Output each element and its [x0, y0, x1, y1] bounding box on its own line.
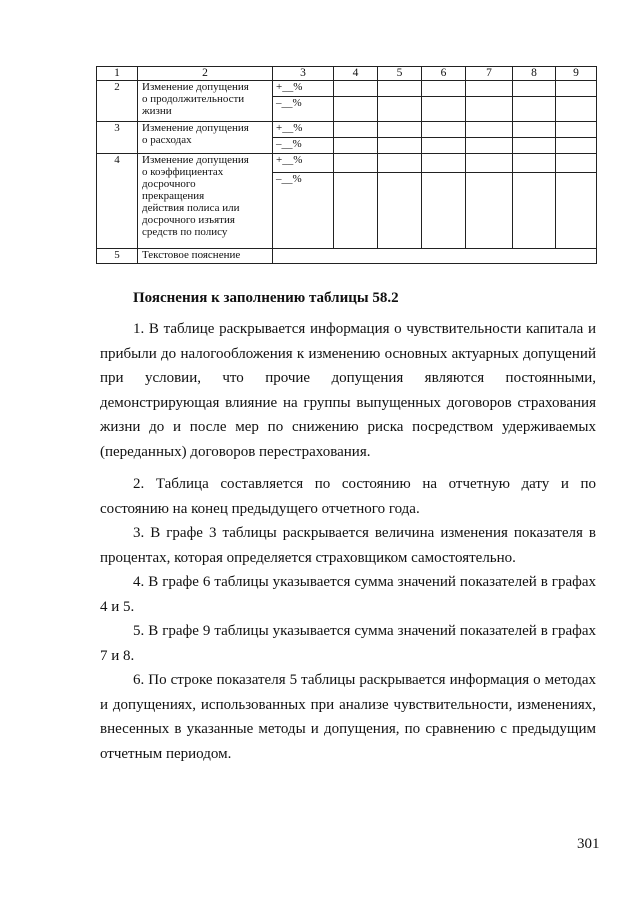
change-minus: –__%: [273, 97, 334, 122]
table-cell: [422, 154, 466, 173]
table-cell: [378, 97, 422, 122]
table-cell: [334, 81, 378, 97]
table-cell: [513, 173, 556, 249]
table-cell: [513, 138, 556, 154]
text-explanation-cell: [273, 249, 597, 264]
table-cell: [556, 173, 597, 249]
table-cell: [466, 173, 513, 249]
change-plus: +__%: [273, 122, 334, 138]
row-number: 3: [97, 122, 138, 154]
table-row: [97, 249, 597, 264]
note-paragraph-1: 1. В таблице раскрывается информация о чувствительности капитала и прибыли до налогообложения к изменению основных актуарных допущений при условии, что прочие допущения являются постоянными, демонстрирующая влияние на группы выпущенных договоров страхования жизни до и после мер по снижению риска посредством удерживаемых (переданных) договоров перестрахования.: [100, 321, 596, 460]
table-cell: [378, 138, 422, 154]
row-indicator-name: Текстовое пояснение: [138, 249, 273, 264]
column-header: 6: [422, 67, 466, 81]
note-paragraph-4: 4. В графе 6 таблицы указывается сумма значений показателей в графах 4 и 5.: [100, 574, 596, 615]
note-paragraph-6: 6. По строке показателя 5 таблицы раскрывается информация о методах и допущениях, использованных при анализе чувствительности, изменениях, внесенных в указанные методы и допущения, по сравнению с предыдущим отчетным периодом.: [100, 672, 596, 762]
change-plus: +__%: [273, 154, 334, 173]
table-cell: [466, 81, 513, 97]
column-header: 8: [513, 67, 556, 81]
table-cell: [513, 97, 556, 122]
table-cell: [378, 154, 422, 173]
column-header: 1: [97, 67, 138, 81]
note-paragraph-2: 2. Таблица составляется по состоянию на отчетную дату и по состоянию на конец предыдущего отчетного года.: [100, 476, 596, 517]
table-cell: [378, 122, 422, 138]
change-minus: –__%: [273, 138, 334, 154]
table-cell: [378, 81, 422, 97]
table-row: [97, 81, 597, 97]
table-row: [97, 122, 597, 138]
table-cell: [334, 173, 378, 249]
column-header: 9: [556, 67, 597, 81]
table-cell: [513, 81, 556, 97]
table-cell: [422, 173, 466, 249]
table-cell: [334, 154, 378, 173]
row-indicator-name: Изменение допущения о продолжительности жизни: [138, 81, 273, 122]
notes-title: Пояснения к заполнению таблицы 58.2: [133, 290, 399, 306]
sensitivity-table: [96, 66, 597, 264]
note-paragraph-3: 3. В графе 3 таблицы раскрывается величина изменения показателя в процентах, которая определяется страховщиком самостоятельно.: [100, 525, 596, 566]
table-row: [97, 154, 597, 173]
column-header: 7: [466, 67, 513, 81]
row-number: 2: [97, 81, 138, 122]
column-header: 5: [378, 67, 422, 81]
table-cell: [556, 138, 597, 154]
table-cell: [422, 81, 466, 97]
table-cell: [513, 154, 556, 173]
table-cell: [556, 81, 597, 97]
table-header-row: [97, 67, 597, 81]
table-cell: [466, 122, 513, 138]
table-cell: [556, 97, 597, 122]
table-cell: [513, 122, 556, 138]
table-cell: [466, 97, 513, 122]
column-header: 3: [273, 67, 334, 81]
change-plus: +__%: [273, 81, 334, 97]
table-cell: [334, 122, 378, 138]
row-number: 4: [97, 154, 138, 249]
change-minus: –__%: [273, 173, 334, 249]
table-cell: [378, 173, 422, 249]
table-cell: [466, 138, 513, 154]
table-cell: [422, 138, 466, 154]
row-number: 5: [97, 249, 138, 264]
column-header: 2: [138, 67, 273, 81]
row-indicator-name: Изменение допущения о расходах: [138, 122, 273, 154]
table-cell: [334, 97, 378, 122]
row-indicator-name: Изменение допущения о коэффициентах досрочного прекращения действия полиса или досрочного изъятия средств по полису: [138, 154, 273, 249]
column-header: 4: [334, 67, 378, 81]
table-cell: [556, 154, 597, 173]
table-cell: [334, 138, 378, 154]
table-cell: [556, 122, 597, 138]
page-number: 301: [577, 836, 600, 852]
note-paragraph-5: 5. В графе 9 таблицы указывается сумма значений показателей в графах 7 и 8.: [100, 623, 596, 664]
table-cell: [466, 154, 513, 173]
table-cell: [422, 97, 466, 122]
table-cell: [422, 122, 466, 138]
